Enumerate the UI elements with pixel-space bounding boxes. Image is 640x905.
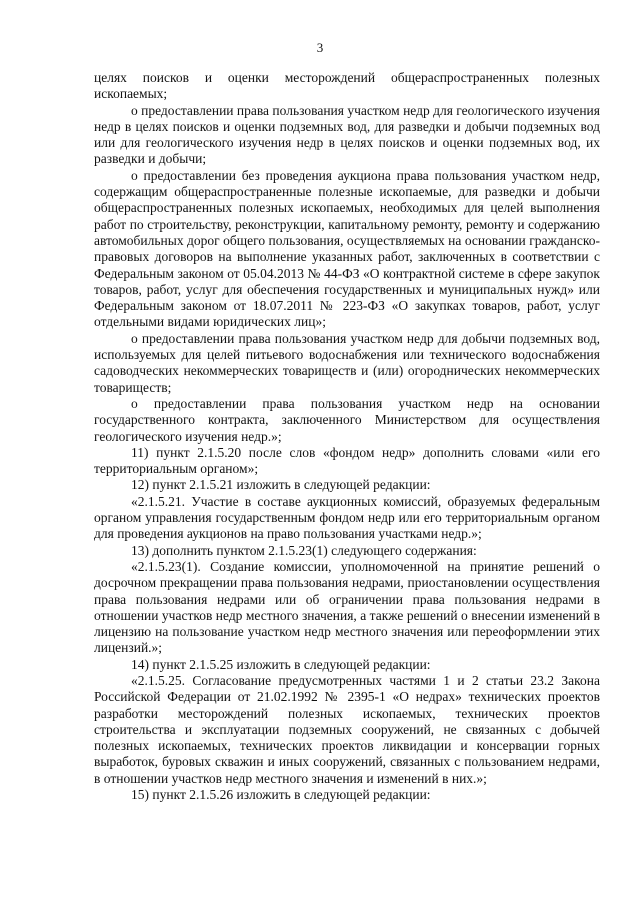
paragraph: 14) пункт 2.1.5.25 изложить в следующей редакции: (131, 656, 431, 672)
paragraph: о предоставлении без проведения аукциона права пользования участком недр, содержащим общераспространенные полезные ископаемые, для разведки и добычи общераспространенных полезных ископаемых, необходимых для целей выполнения работ по строительству, реконструкции, капитальному ремонту, ремонту и содержанию автомобильных дорог общего пользования, осуществляемых на основании гражданско-правовых договоров на выполнение указанных работ, заключенных в соответствии с Федеральным законом от 05.04.2013 № 44-ФЗ «О контрактной системе в сфере закупок товаров, работ, услуг для обеспечения государственных и муниципальных нужд» или Федеральным законом от 18.07.2011 № 223-ФЗ «О закупках товаров, работ, услуг отдельными видами юридических лиц»; (94, 167, 600, 330)
paragraph: «2.1.5.23(1). Создание комиссии, уполномоченной на принятие решений о досрочном прекращении права пользования недрами, приостановлении осуществления права пользования недрами или об ограничении права пользования недрами в отношении участков недр местного значения, а также решений о внесении изменений в лицензию на пользование участком недр местного значения или переоформлении этих лицензий.»; (94, 558, 600, 656)
paragraph: целях поисков и оценки месторождений общераспространенных полезных ископаемых; (94, 70, 600, 102)
paragraph: о предоставлении права пользования участком недр на основании государственного контракта, заключенного Министерством для осуществления геологического изучения недр.»; (94, 395, 600, 444)
page-number: 3 (316, 40, 324, 55)
paragraph: «2.1.5.25. Согласование предусмотренных частями 1 и 2 статьи 23.2 Закона Российской Федерации от 21.02.1992 № 2395-1 «О недрах» технических проектов разработки месторождений полезных ископаемых, технических проектов строительства и эксплуатации подземных сооружений, не связанных с добычей полезных ископаемых, технических проектов ликвидации и консервации горных выработок, буровых скважин и иных сооружений, связанных с пользованием недрами, в отношении участков недр местного значения и изменений в них.»; (94, 672, 600, 786)
paragraph: о предоставлении права пользования участком недр для геологического изучения недр в целях поисков и оценки подземных вод, для разведки и добычи подземных вод или для геологического изучения недр в целях поисков и оценки подземных вод, их разведки и добычи; (94, 102, 600, 167)
document-body (94, 70, 600, 803)
paragraph: о предоставлении права пользования участком недр для добычи подземных вод, используемых для целей питьевого водоснабжения или технического водоснабжения садоводческих некоммерческих товариществ и (или) огороднических некоммерческих товариществ; (94, 330, 600, 395)
paragraph: 11) пункт 2.1.5.20 после слов «фондом недр» дополнить словами «или его территориальным органом»; (94, 444, 600, 477)
paragraph: «2.1.5.21. Участие в составе аукционных комиссий, образуемых федеральным органом управления государственным фондом недр или его территориальным органом для проведения аукционов на право пользования участками недр.»; (94, 493, 600, 542)
paragraph: 12) пункт 2.1.5.21 изложить в следующей редакции: (131, 477, 431, 493)
paragraph: 15) пункт 2.1.5.26 изложить в следующей редакции: (131, 787, 431, 803)
paragraph: 13) дополнить пунктом 2.1.5.23(1) следующего содержания: (131, 542, 477, 558)
